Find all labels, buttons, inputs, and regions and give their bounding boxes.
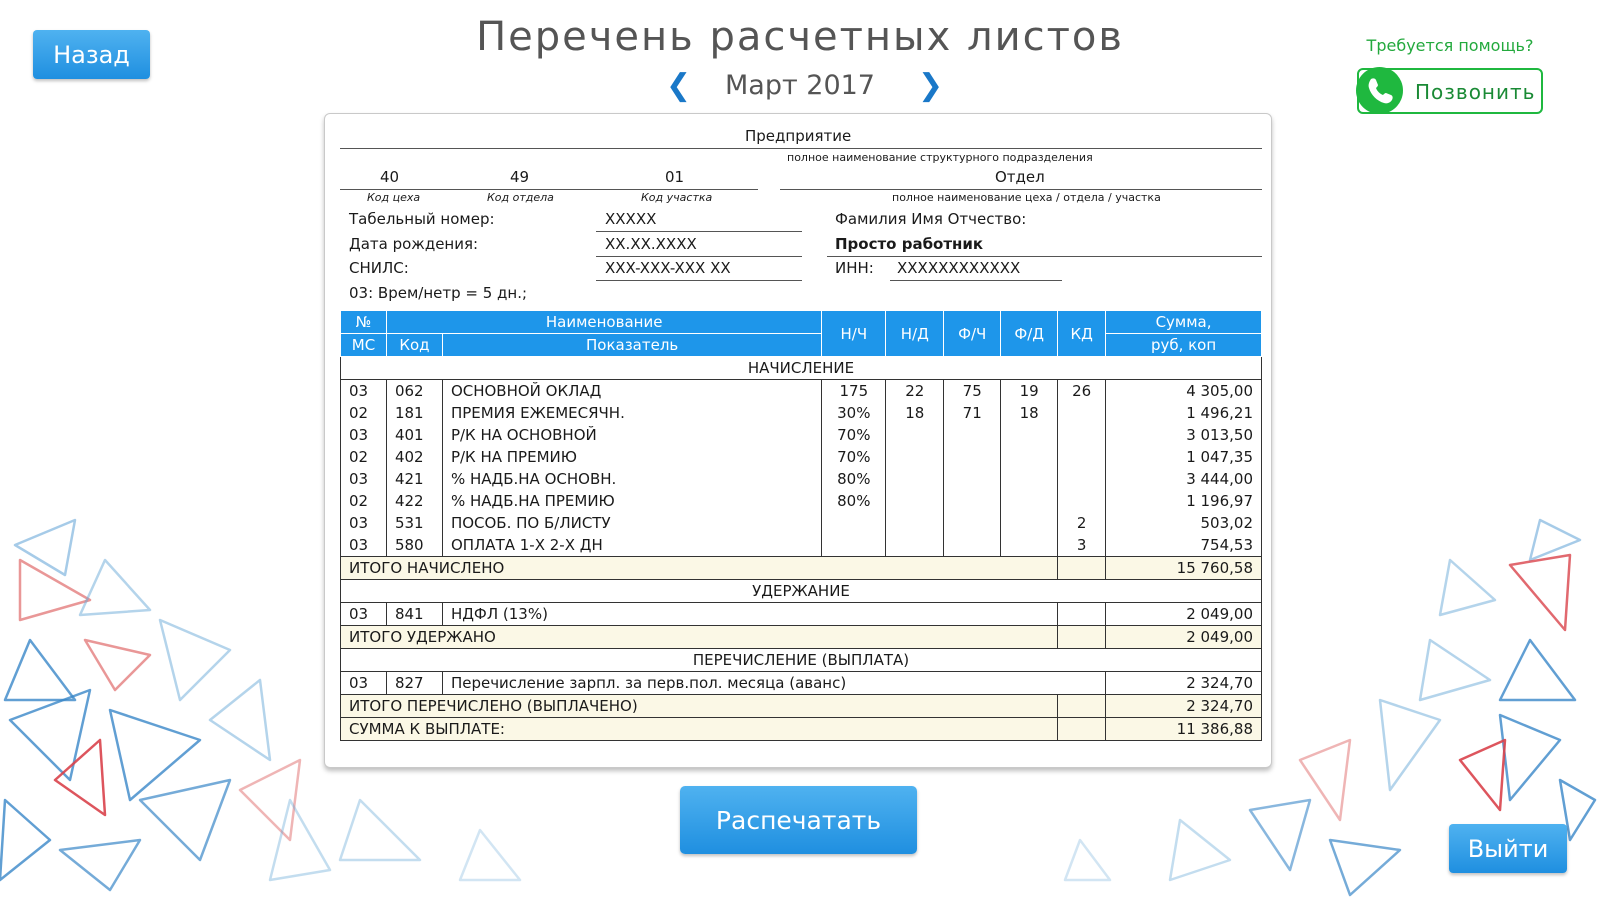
table-row <box>341 534 1262 557</box>
payslip-table <box>340 310 1262 741</box>
fio-value: Просто работник <box>835 235 984 253</box>
cell-kd <box>1058 468 1106 490</box>
col-nh-header: Н/Ч <box>822 311 886 357</box>
cell-sum: 1 047,35 <box>1106 446 1262 468</box>
cell-name: НДФЛ (13%) <box>442 603 1057 626</box>
chevron-left-icon[interactable]: ❮ <box>666 68 692 103</box>
cell-sum: 3 444,00 <box>1106 468 1262 490</box>
col-code-header: Код <box>386 334 442 357</box>
cell-sum: 2 049,00 <box>1106 603 1262 626</box>
cell-fh: 75 <box>944 380 1001 403</box>
col-fd-header: Ф/Д <box>1001 311 1058 357</box>
dept-code-caption: Код отдела <box>487 191 554 204</box>
table-row <box>341 468 1262 490</box>
cell-fd <box>1001 490 1058 512</box>
cell-nd <box>886 512 944 534</box>
birth-label: Дата рождения: <box>349 235 479 253</box>
help-text: Требуется помощь? <box>1366 36 1534 55</box>
cell-fh <box>944 512 1001 534</box>
birth-value: XX.XX.XXXX <box>605 235 697 253</box>
back-button[interactable]: Назад <box>33 30 150 79</box>
cell-ms: 02 <box>341 490 387 512</box>
col-indicator-header: Показатель <box>442 334 821 357</box>
cell-nd <box>886 424 944 446</box>
cell-fd <box>1001 446 1058 468</box>
cell-kd: 26 <box>1058 380 1106 403</box>
table-row <box>341 603 1262 626</box>
col-kd-header: КД <box>1058 311 1106 357</box>
cell-fd <box>1001 512 1058 534</box>
cell-sum: 754,53 <box>1106 534 1262 557</box>
divider <box>890 280 1062 281</box>
cell-name: % НАДБ.НА ОСНОВН. <box>442 468 821 490</box>
shop-code-caption: Код цеха <box>367 191 421 204</box>
divider <box>340 148 1262 149</box>
cell-fd <box>1001 424 1058 446</box>
table-row <box>341 446 1262 468</box>
payout-label: СУММА К ВЫПЛАТЕ: <box>341 718 1058 741</box>
cell-name: % НАДБ.НА ПРЕМИЮ <box>442 490 821 512</box>
page-title: Перечень расчетных листов <box>476 14 1124 60</box>
payslip-sheet <box>324 113 1272 768</box>
cell-nh: 30% <box>822 402 886 424</box>
cell-code: 402 <box>386 446 442 468</box>
cell-nh <box>822 512 886 534</box>
cell-fh <box>944 468 1001 490</box>
section-title-transfer: ПЕРЕЧИСЛЕНИЕ (ВЫПЛАТА) <box>341 649 1262 672</box>
enterprise-caption: полное наименование структурного подразделения <box>787 151 1093 164</box>
cell-name: Р/К НА ОСНОВНОЙ <box>442 424 821 446</box>
cell-code: 580 <box>386 534 442 557</box>
cell-ms: 03 <box>341 512 387 534</box>
snils-label: СНИЛС: <box>349 259 409 277</box>
cell-name: ОПЛАТА 1-Х 2-Х ДН <box>442 534 821 557</box>
cell-kd <box>1058 490 1106 512</box>
cell-nh: 175 <box>822 380 886 403</box>
table-row <box>341 512 1262 534</box>
cell-fd <box>1001 468 1058 490</box>
cell-ms: 03 <box>341 468 387 490</box>
accrual-total-value: 15 760,58 <box>1106 557 1262 580</box>
cell-sum: 1 196,97 <box>1106 490 1262 512</box>
cell-name: Перечисление зарпл. за перв.пол. месяца (аванс) <box>442 672 1105 695</box>
snils-value: XXX-XXX-XXX XX <box>605 259 731 277</box>
cell-nd <box>886 534 944 557</box>
shop-code: 40 <box>380 168 400 186</box>
accrual-total-label: ИТОГО НАЧИСЛЕНО <box>341 557 1058 580</box>
cell-nd <box>886 468 944 490</box>
divider <box>596 256 802 257</box>
cell-code: 401 <box>386 424 442 446</box>
cell-nh: 80% <box>822 468 886 490</box>
inn-label: ИНН: <box>835 259 874 277</box>
col-sum-header: Сумма, <box>1106 311 1262 334</box>
col-nd-header: Н/Д <box>886 311 944 357</box>
call-label: Позвонить <box>1415 80 1536 104</box>
table-row <box>341 424 1262 446</box>
section-code-caption: Код участка <box>641 191 713 204</box>
inn-value: XXXXXXXXXXXX <box>897 259 1021 277</box>
transfer-total-value: 2 324,70 <box>1106 695 1262 718</box>
cell-nh <box>822 534 886 557</box>
call-button[interactable] <box>1357 68 1543 114</box>
cell-code: 062 <box>386 380 442 403</box>
col-fh-header: Ф/Ч <box>944 311 1001 357</box>
table-row <box>341 672 1262 695</box>
cell-sum: 3 013,50 <box>1106 424 1262 446</box>
month-navigation <box>666 66 944 106</box>
cell-kd <box>1058 446 1106 468</box>
col-num-header: № <box>341 311 387 334</box>
table-row <box>341 380 1262 403</box>
cell-fh <box>944 490 1001 512</box>
personnel-value: XXXXX <box>605 210 657 228</box>
deduction-total-label: ИТОГО УДЕРЖАНО <box>341 626 1058 649</box>
department-name: Отдел <box>995 168 1045 186</box>
department-caption: полное наименование цеха / отдела / участка <box>892 191 1161 204</box>
divider <box>780 189 1262 190</box>
cell-fd: 19 <box>1001 380 1058 403</box>
cell-name: Р/К НА ПРЕМИЮ <box>442 446 821 468</box>
section-code: 01 <box>665 168 685 186</box>
cell-code: 827 <box>386 672 442 695</box>
cell-name: ПРЕМИЯ ЕЖЕМЕСЯЧН. <box>442 402 821 424</box>
chevron-right-icon[interactable]: ❯ <box>918 68 944 103</box>
cell-sum: 2 324,70 <box>1106 672 1262 695</box>
cell-sum: 503,02 <box>1106 512 1262 534</box>
absence-note: 03: Врем/нетр = 5 дн.; <box>349 284 528 302</box>
section-title-deduction: УДЕРЖАНИЕ <box>341 580 1262 603</box>
divider <box>340 189 758 190</box>
cell-fd: 18 <box>1001 402 1058 424</box>
cell-ms: 03 <box>341 534 387 557</box>
cell-code: 181 <box>386 402 442 424</box>
cell-nd <box>886 490 944 512</box>
col-ms-header: МС <box>341 334 387 357</box>
enterprise-name: Предприятие <box>745 127 852 145</box>
cell-kd <box>1058 424 1106 446</box>
payout-value: 11 386,88 <box>1106 718 1262 741</box>
cell-ms: 03 <box>341 380 387 403</box>
col-name-header: Наименование <box>386 311 821 334</box>
transfer-total-label: ИТОГО ПЕРЕЧИСЛЕНО (ВЫПЛАЧЕНО) <box>341 695 1058 718</box>
exit-button[interactable]: Выйти <box>1449 824 1567 873</box>
divider <box>827 256 1262 257</box>
divider <box>596 231 802 232</box>
cell-ms: 02 <box>341 402 387 424</box>
col-sum-unit-header: руб, коп <box>1106 334 1262 357</box>
phone-icon <box>1356 67 1403 114</box>
cell-nd: 22 <box>886 380 944 403</box>
divider <box>596 280 802 281</box>
deduction-total-value: 2 049,00 <box>1106 626 1262 649</box>
cell-ms: 03 <box>341 424 387 446</box>
cell-kd <box>1058 402 1106 424</box>
cell-code: 422 <box>386 490 442 512</box>
cell-fh: 71 <box>944 402 1001 424</box>
print-button[interactable]: Распечатать <box>680 786 917 854</box>
cell-nh: 70% <box>822 424 886 446</box>
cell-fh <box>944 424 1001 446</box>
cell-fh <box>944 534 1001 557</box>
table-row <box>341 490 1262 512</box>
cell-sum: 1 496,21 <box>1106 402 1262 424</box>
cell-fd <box>1001 534 1058 557</box>
fio-label: Фамилия Имя Отчество: <box>835 210 1027 228</box>
cell-sum: 4 305,00 <box>1106 380 1262 403</box>
cell-ms: 03 <box>341 603 387 626</box>
personnel-label: Табельный номер: <box>349 210 495 228</box>
cell-nh: 70% <box>822 446 886 468</box>
cell-code: 531 <box>386 512 442 534</box>
cell-name: ОСНОВНОЙ ОКЛАД <box>442 380 821 403</box>
cell-code: 841 <box>386 603 442 626</box>
cell-nh: 80% <box>822 490 886 512</box>
cell-code: 421 <box>386 468 442 490</box>
cell-kd: 3 <box>1058 534 1106 557</box>
month-label: Март 2017 <box>724 70 875 101</box>
cell-ms: 02 <box>341 446 387 468</box>
table-row <box>341 402 1262 424</box>
dept-code: 49 <box>510 168 530 186</box>
cell-fh <box>944 446 1001 468</box>
cell-nd: 18 <box>886 402 944 424</box>
cell-kd: 2 <box>1058 512 1106 534</box>
section-title-accrual: НАЧИСЛЕНИЕ <box>341 357 1262 380</box>
cell-ms: 03 <box>341 672 387 695</box>
cell-nd <box>886 446 944 468</box>
cell-name: ПОСОБ. ПО Б/ЛИСТУ <box>442 512 821 534</box>
